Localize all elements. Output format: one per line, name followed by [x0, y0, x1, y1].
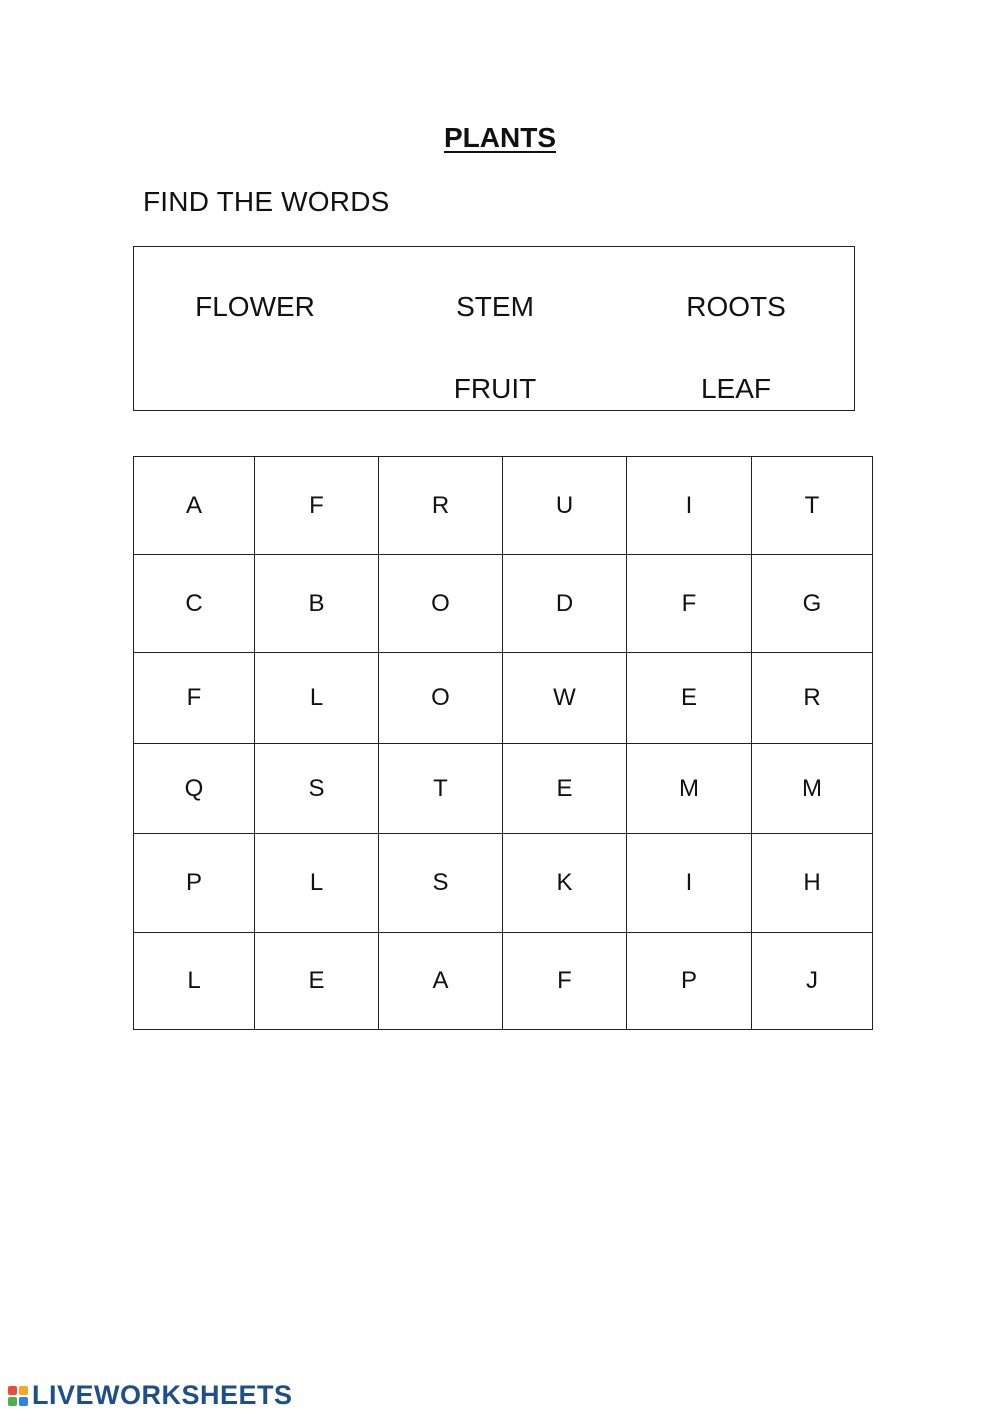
grid-row: [134, 555, 873, 653]
grid-cell[interactable]: M: [752, 744, 873, 834]
grid-cell[interactable]: F: [627, 555, 752, 653]
grid-cell[interactable]: E: [503, 744, 627, 834]
word-bank-item: ROOTS: [686, 291, 786, 322]
grid-cell[interactable]: F: [255, 457, 379, 555]
logo-square: [8, 1397, 17, 1406]
grid-cell[interactable]: I: [627, 834, 752, 933]
grid-cell[interactable]: K: [503, 834, 627, 933]
grid-cell[interactable]: R: [752, 653, 873, 744]
word-bank-item: FLOWER: [195, 291, 315, 322]
grid-cell[interactable]: S: [379, 834, 503, 933]
grid-cell[interactable]: G: [752, 555, 873, 653]
grid-cell[interactable]: L: [255, 834, 379, 933]
grid-cell[interactable]: L: [134, 933, 255, 1030]
grid-cell[interactable]: E: [627, 653, 752, 744]
logo-text: LIVEWORKSHEETS: [32, 1380, 293, 1410]
grid-cell[interactable]: H: [752, 834, 873, 933]
word-bank-item: STEM: [456, 291, 534, 322]
grid-cell[interactable]: T: [379, 744, 503, 834]
grid-cell[interactable]: P: [627, 933, 752, 1030]
word-bank: [133, 246, 855, 411]
grid-cell[interactable]: I: [627, 457, 752, 555]
grid-cell[interactable]: F: [134, 653, 255, 744]
grid-cell[interactable]: Q: [134, 744, 255, 834]
grid-cell[interactable]: R: [379, 457, 503, 555]
liveworksheets-logo-icon: [8, 1386, 28, 1406]
grid-cell[interactable]: O: [379, 555, 503, 653]
grid-cell[interactable]: A: [379, 933, 503, 1030]
grid-cell[interactable]: D: [503, 555, 627, 653]
grid-row: [134, 744, 873, 834]
page-title: PLANTS: [444, 122, 556, 153]
grid-cell[interactable]: S: [255, 744, 379, 834]
logo-square: [19, 1386, 28, 1395]
grid-row: [134, 933, 873, 1030]
word-search-grid: [133, 456, 873, 1030]
grid-row: [134, 653, 873, 744]
logo-square: [8, 1386, 17, 1395]
grid-cell[interactable]: F: [503, 933, 627, 1030]
grid-cell[interactable]: A: [134, 457, 255, 555]
grid-cell[interactable]: C: [134, 555, 255, 653]
instructions: FIND THE WORDS: [143, 186, 390, 217]
word-bank-item: LEAF: [700, 373, 772, 404]
grid-cell[interactable]: P: [134, 834, 255, 933]
grid-cell[interactable]: T: [752, 457, 873, 555]
grid-row: [134, 457, 873, 555]
word-bank-item: FRUIT: [453, 373, 537, 404]
grid-cell[interactable]: B: [255, 555, 379, 653]
grid-cell[interactable]: E: [255, 933, 379, 1030]
grid-cell[interactable]: M: [627, 744, 752, 834]
liveworksheets-logo: [8, 1380, 293, 1411]
grid-cell[interactable]: U: [503, 457, 627, 555]
grid-cell[interactable]: O: [379, 653, 503, 744]
grid-cell[interactable]: L: [255, 653, 379, 744]
grid-cell[interactable]: J: [752, 933, 873, 1030]
grid-row: [134, 834, 873, 933]
grid-cell[interactable]: W: [503, 653, 627, 744]
logo-square: [19, 1397, 28, 1406]
